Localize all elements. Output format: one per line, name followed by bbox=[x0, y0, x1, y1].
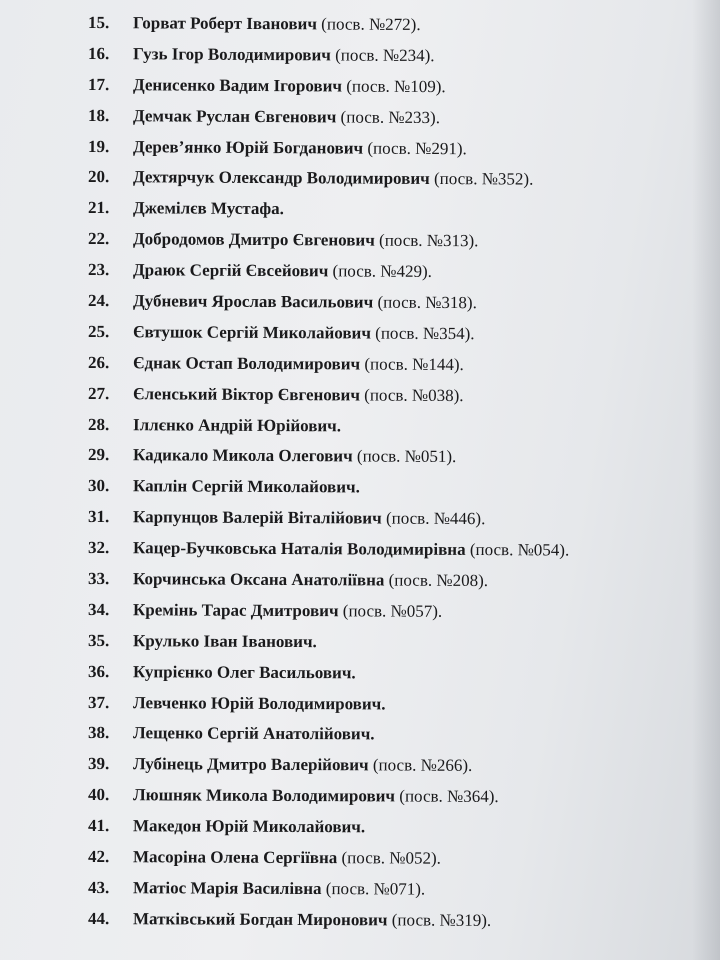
list-item bbox=[88, 224, 708, 258]
certificate-number: (посв. №429). bbox=[328, 261, 433, 282]
item-number: 30. bbox=[87, 476, 110, 496]
item-number: 34. bbox=[87, 599, 110, 620]
list-item bbox=[88, 410, 708, 444]
list-item bbox=[88, 132, 708, 167]
list-item bbox=[88, 8, 708, 43]
item-number: 43. bbox=[87, 877, 110, 898]
list-item bbox=[88, 657, 708, 691]
certificate-number: (посв. №446). bbox=[381, 508, 486, 529]
list-item bbox=[88, 718, 708, 752]
list-item bbox=[88, 317, 708, 351]
list-item bbox=[88, 595, 708, 629]
certificate-number: (посв. №352). bbox=[429, 169, 534, 190]
member-name: Лубінець Дмитро Валерійович bbox=[132, 754, 369, 775]
list-item bbox=[88, 502, 708, 536]
item-number: 27. bbox=[87, 383, 110, 403]
certificate-number: (посв. №057). bbox=[338, 601, 443, 621]
certificate-number: (посв. №054). bbox=[465, 540, 570, 560]
item-number: 24. bbox=[87, 291, 110, 311]
item-number: 33. bbox=[87, 569, 110, 589]
member-list bbox=[88, 8, 708, 935]
certificate-number: (посв. №052). bbox=[337, 848, 441, 868]
list-item bbox=[88, 780, 708, 814]
item-number: 28. bbox=[87, 414, 110, 434]
certificate-number: (посв. №038). bbox=[359, 385, 464, 405]
list-item bbox=[88, 471, 708, 505]
item-number: 38. bbox=[87, 723, 110, 743]
list-item bbox=[88, 162, 708, 197]
list-item bbox=[88, 873, 708, 907]
certificate-number: (посв. №318). bbox=[373, 292, 477, 313]
certificate-number: (посв. №291). bbox=[363, 138, 467, 158]
item-number: 20. bbox=[87, 167, 110, 187]
member-name: Люшняк Микола Володимирович bbox=[132, 785, 396, 806]
certificate-number: (посв. №266). bbox=[368, 755, 473, 776]
member-name: Єленський Віктор Євгенович bbox=[132, 383, 361, 405]
item-number: 21. bbox=[87, 198, 110, 218]
member-name: Купрієнко Олег Васильович. bbox=[132, 661, 356, 683]
item-number: 16. bbox=[87, 43, 110, 64]
member-name: Матіос Марія Василівна bbox=[132, 878, 322, 899]
member-name: Гузь Ігор Володимирович bbox=[132, 44, 331, 65]
item-number: 39. bbox=[87, 754, 110, 774]
item-number: 35. bbox=[87, 630, 110, 650]
member-name: Карпунцов Валерій Віталійович bbox=[132, 507, 382, 528]
member-name: Дубневич Ярослав Васильович bbox=[132, 291, 374, 312]
item-number: 19. bbox=[87, 136, 110, 156]
list-item bbox=[88, 379, 708, 413]
list-item bbox=[88, 101, 708, 136]
certificate-number: (посв. №071). bbox=[321, 879, 426, 899]
member-name: Денисенко Вадим Ігорович bbox=[132, 75, 343, 96]
item-number: 29. bbox=[87, 445, 110, 465]
member-name: Каплін Сергій Миколайович. bbox=[132, 476, 360, 497]
member-name: Дехтярчук Олександр Володимирович bbox=[132, 167, 430, 189]
list-item bbox=[88, 688, 708, 722]
item-number: 25. bbox=[87, 321, 110, 342]
member-name: Матківський Богдан Миронович bbox=[132, 909, 388, 930]
member-name: Іллєнко Андрій Юрійович. bbox=[132, 414, 342, 435]
member-name: Єднак Остап Володимирович bbox=[132, 353, 361, 374]
list-item bbox=[88, 564, 708, 598]
list-item bbox=[88, 904, 708, 938]
certificate-number: (посв. №208). bbox=[384, 570, 489, 591]
list-item bbox=[88, 533, 708, 567]
list-item bbox=[88, 70, 708, 105]
certificate-number: (посв. №319). bbox=[387, 910, 492, 930]
member-name: Євтушок Сергій Миколайович bbox=[132, 322, 372, 343]
member-name: Кремінь Тарас Дмитрович bbox=[132, 600, 339, 621]
list-item bbox=[88, 440, 708, 474]
list-item bbox=[88, 842, 708, 876]
member-name: Демчак Руслан Євгенович bbox=[132, 105, 337, 127]
member-name: Македон Юрій Миколайович. bbox=[132, 816, 366, 837]
list-item bbox=[88, 255, 708, 289]
member-name: Горват Роберт Іванович bbox=[132, 13, 318, 34]
item-number: 40. bbox=[87, 785, 110, 805]
item-number: 15. bbox=[87, 13, 110, 33]
item-number: 26. bbox=[87, 352, 110, 372]
certificate-number: (посв. №354). bbox=[370, 323, 475, 344]
item-number: 23. bbox=[87, 260, 110, 280]
item-number: 37. bbox=[87, 692, 110, 712]
certificate-number: (посв. №364). bbox=[395, 786, 499, 807]
item-number: 22. bbox=[87, 229, 110, 249]
list-item bbox=[88, 749, 708, 783]
member-name: Кацер-Бучковська Наталія Володимирівна bbox=[132, 538, 466, 560]
item-number: 17. bbox=[87, 74, 110, 94]
item-number: 31. bbox=[87, 507, 110, 527]
member-name: Корчинська Оксана Анатоліївна bbox=[132, 569, 385, 590]
list-item bbox=[88, 811, 708, 845]
item-number: 44. bbox=[87, 908, 110, 928]
item-number: 32. bbox=[87, 538, 110, 558]
item-number: 41. bbox=[87, 816, 110, 836]
list-item bbox=[88, 286, 708, 320]
certificate-number: (посв. №313). bbox=[374, 230, 479, 251]
item-number: 42. bbox=[87, 847, 110, 867]
certificate-number: (посв. №234). bbox=[330, 45, 435, 65]
item-number: 18. bbox=[87, 105, 110, 125]
member-name: Добродомов Дмитро Євгенович bbox=[132, 229, 375, 250]
list-item bbox=[88, 626, 708, 660]
certificate-number: (посв. №051). bbox=[352, 446, 457, 467]
member-name: Джемілєв Мустафа. bbox=[132, 198, 284, 219]
member-name: Лещенко Сергій Анатолійович. bbox=[132, 723, 375, 744]
item-number: 36. bbox=[87, 661, 110, 681]
member-name: Кадикало Микола Олегович bbox=[132, 445, 353, 466]
list-item bbox=[88, 39, 708, 74]
list-item bbox=[88, 348, 708, 382]
member-name: Драюк Сергій Євсейович bbox=[132, 260, 329, 281]
member-name: Масоріна Олена Сергіївна bbox=[132, 847, 338, 868]
certificate-number: (посв. №272). bbox=[316, 14, 421, 35]
member-name: Крулько Іван Іванович. bbox=[132, 631, 317, 651]
certificate-number: (посв. №109). bbox=[341, 76, 446, 96]
member-name: Дерев’янко Юрій Богданович bbox=[132, 136, 364, 158]
certificate-number: (посв. №144). bbox=[360, 354, 464, 374]
list-item bbox=[88, 193, 708, 227]
member-name: Левченко Юрій Володимирович. bbox=[132, 692, 386, 714]
certificate-number: (посв. №233). bbox=[336, 107, 441, 127]
